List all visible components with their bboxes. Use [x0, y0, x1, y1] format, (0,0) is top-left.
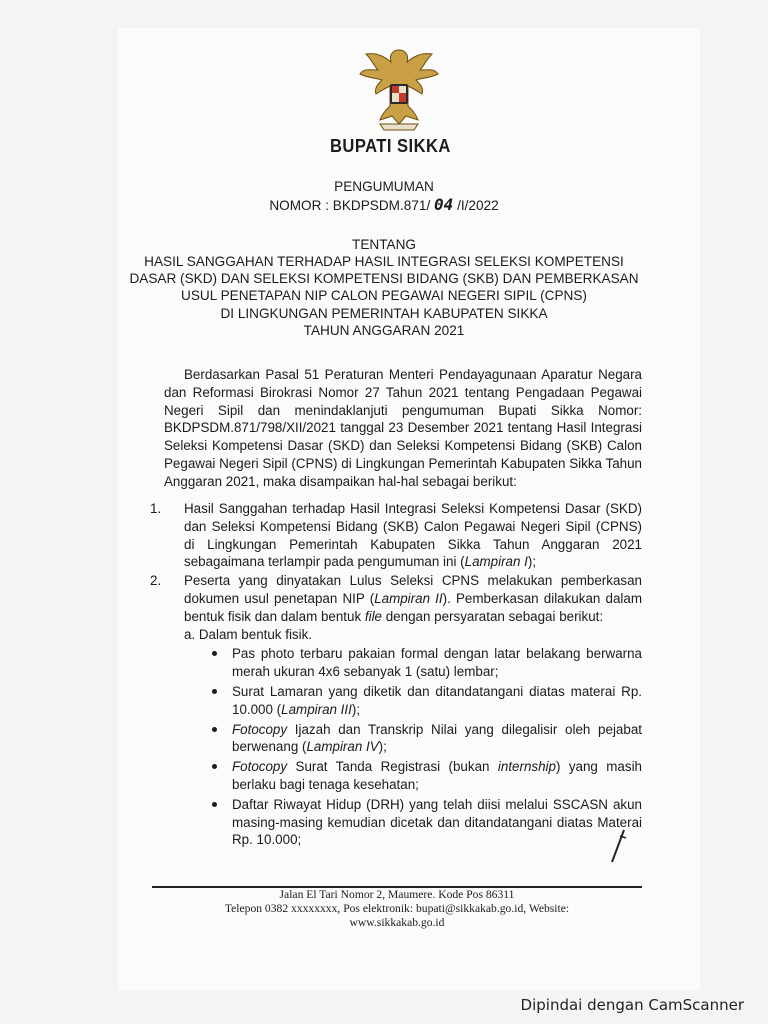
footer-line: Jalan El Tari Nomor 2, Maumere. Kode Pos 86311 — [279, 888, 515, 901]
announcement-heading: PENGUMUMAN — [334, 179, 434, 194]
bullet-icon — [212, 764, 217, 769]
bullet-icon — [212, 651, 217, 656]
list-item: Fotocopy Surat Tanda Registrasi (bukan internship) yang masih berlaku bagi tenaga kesehatan; — [184, 758, 642, 794]
scanner-watermark: Dipindai dengan CamScanner — [520, 996, 744, 1014]
list-item: Pas photo terbaru pakaian formal dengan latar belakang berwarna merah ukuran 4x6 sebanyak 1 (satu) lembar; — [184, 645, 642, 681]
bullet-list — [184, 645, 642, 849]
footer-line: Telepon 0382 xxxxxxxx, Pos elektronik: bupati@sikkakab.go.id, Website: — [224, 902, 570, 915]
document-title — [0, 253, 768, 339]
tentang-heading: TENTANG — [352, 237, 416, 252]
number-suffix: /I/2022 — [457, 198, 499, 213]
numbered-list — [150, 500, 642, 851]
list-item: Daftar Riwayat Hidup (DRH) yang telah diisi melalui SSCASN akun masing-masing kemudian dicetak dan ditandatangani diatas Materai Rp. 10.000; — [184, 796, 642, 849]
bullet-icon — [212, 802, 217, 807]
footer-line: www.sikkakab.go.id — [349, 916, 445, 929]
office-heading: BUPATI SIKKA — [330, 136, 451, 156]
list-item: Surat Lamaran yang diketik dan ditandatangani diatas materai Rp. 10.000 (Lampiran III); — [184, 683, 642, 719]
footer-address — [152, 888, 642, 930]
list-item: 2. Peserta yang dinyatakan Lulus Seleksi CPNS melakukan pemberkasan dokumen usul penetapan NIP (Lampiran II). Pemberkasan dilakukan dalam bentuk fisik dan dalam bentuk file dengan persyaratan sebagai berikut: a. Dalam bentuk fisik. Pas photo terbaru pakaian formal dengan latar belakang berwarna merah ukuran 4x6 sebanyak 1 (satu) lembar; Surat Lamaran yang diketik dan ditandatangani diatas materai Rp. 10.000 (Lampiran III); Fotocopy Ijazah dan Transkrip Nilai yang dilegalisir oleh pejabat berwenang (Lampiran IV); Fotocopy Surat Tanda Registrasi (bukan internship) yang masih berlaku bagi tenaga kesehatan; Daftar Riwayat Hidup (DRH) yang telah diisi melalui SSCASN akun masing-masing kemudian dicetak dan ditandatangani diatas Materai Rp. 10.000; — [150, 573, 642, 848]
list-number: 2. — [150, 573, 162, 589]
sub-title: a. Dalam bentuk fisik. — [184, 626, 313, 642]
title-line: HASIL SANGGAHAN TERHADAP HASIL INTEGRASI SELEKSI KOMPETENSI — [144, 254, 624, 269]
garuda-emblem-icon — [356, 44, 442, 134]
pen-mark-icon — [606, 826, 630, 866]
list-item: Fotocopy Ijazah dan Transkrip Nilai yang dilegalisir oleh pejabat berwenang (Lampiran IV); — [184, 721, 642, 757]
title-line: DI LINGKUNGAN PEMERINTAH KABUPATEN SIKKA — [220, 305, 548, 321]
list-item: 1. Hasil Sanggahan terhadap Hasil Integrasi Seleksi Kompetensi Dasar (SKD) dan Seleksi Kompetensi Bidang (SKB) Calon Pegawai Negeri Sipil (CPNS) di Lingkungan Pemerintah Kabupaten Sikka Tahun Anggaran 2021 sebagaimana terlampir pada pengumuman ini (Lampiran I); — [150, 501, 642, 570]
bullet-icon — [212, 689, 217, 694]
number-handwritten: 04 — [434, 195, 454, 214]
title-line: DASAR (SKD) DAN SELEKSI KOMPETENSI BIDANG (SKB) DAN PEMBERKASAN — [129, 271, 639, 287]
intro-paragraph: Berdasarkan Pasal 51 Peraturan Menteri Pendayagunaan Aparatur Negara dan Reformasi Birokrasi Nomor 27 Tahun 2021 tentang Pengadaan Pegawai Negeri Sipil dan menindaklanjuti pengumuman Bupati Sikka Nomor: BKDPSDM.871/798/XII/2021 tanggal 23 Desember 2021 tentang Hasil Integrasi Seleksi Kompetensi Dasar (SKD) dan Seleksi Kompetensi Bidang (SKB) Calon Pegawai Negeri Sipil (CPNS) di Lingkungan Pemerintah Kabupaten Sikka Tahun Anggaran 2021, maka disampaikan hal-hal sebagai berikut: — [164, 367, 642, 489]
document-number — [0, 196, 768, 214]
title-line: USUL PENETAPAN NIP CALON PEGAWAI NEGERI SIPIL (CPNS) — [181, 288, 587, 304]
bullet-icon — [212, 727, 217, 732]
list-number: 1. — [150, 501, 162, 516]
number-prefix: NOMOR : BKDPSDM.871/ — [269, 198, 431, 213]
title-line: TAHUN ANGGARAN 2021 — [303, 322, 465, 338]
sub-section-a — [184, 626, 642, 850]
